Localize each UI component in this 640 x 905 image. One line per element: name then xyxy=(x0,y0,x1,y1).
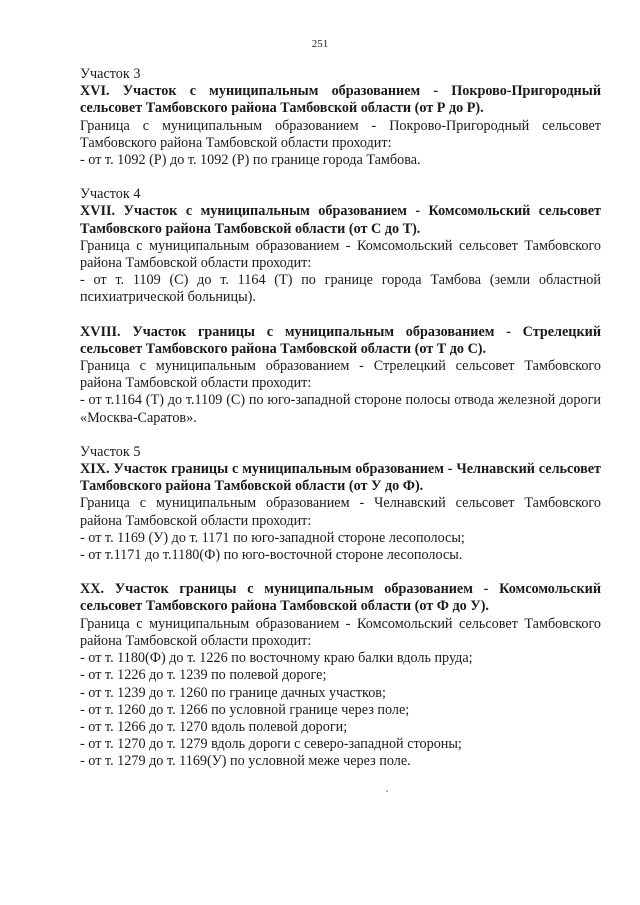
section-xviii xyxy=(80,324,601,427)
boundary-item: - от т. 1279 до т. 1169(У) по условной меже через поле. xyxy=(80,753,601,770)
section-title: XVI. Участок с муниципальным образованием - Покрово-Пригородный сельсовет Тамбовского района Тамбовской области (от Р до Р). xyxy=(80,83,601,117)
boundary-item: - от т. 1239 до т. 1260 по границе дачных участков; xyxy=(80,685,601,702)
boundary-item: - от т. 1260 до т. 1266 по условной границе через поле; xyxy=(80,702,601,719)
section-uchastok-3 xyxy=(80,66,601,169)
section-title: XX. Участок границы с муниципальным образованием - Комсомольский сельсовет Тамбовского района Тамбовской области (от Ф до У). xyxy=(80,581,601,615)
boundary-list xyxy=(80,152,601,169)
boundary-list xyxy=(80,530,601,564)
section-uchastok-4 xyxy=(80,186,601,306)
section-xx xyxy=(80,581,601,770)
boundary-item: - от т. 1109 (С) до т. 1164 (Т) по границе города Тамбова (земли областной психиатрической больницы). xyxy=(80,272,601,306)
page-number: 251 xyxy=(311,38,329,50)
boundary-item: - от т. 1266 до т. 1270 вдоль полевой дороги; xyxy=(80,719,601,736)
section-description: Граница с муниципальным образованием - Стрелецкий сельсовет Тамбовского района Тамбовской области проходит: xyxy=(80,358,601,392)
boundary-item: - от т.1164 (Т) до т.1109 (С) по юго-западной стороне полосы отвода железной дороги «Москва-Саратов». xyxy=(80,392,601,426)
section-description: Граница с муниципальным образованием - Комсомольский сельсовет Тамбовского района Тамбовской области проходит: xyxy=(80,615,601,649)
boundary-item: - от т. 1226 до т. 1239 по полевой дороге; xyxy=(80,667,601,684)
section-title: XVII. Участок с муниципальным образованием - Комсомольский сельсовет Тамбовского района Тамбовской области (от С до Т). xyxy=(80,203,601,237)
section-uchastok-5 xyxy=(80,444,601,564)
boundary-item: - от т. 1270 до т. 1279 вдоль дороги с северо-западной стороны; xyxy=(80,736,601,753)
boundary-item: - от т. 1169 (У) до т. 1171 по юго-западной стороне лесополосы; xyxy=(80,530,601,547)
scan-speck xyxy=(386,790,388,792)
section-label: Участок 4 xyxy=(80,186,141,203)
section-label: Участок 3 xyxy=(80,66,141,82)
section-title: XIX. Участок границы с муниципальным образованием - Челнавский сельсовет Тамбовского района Тамбовской области (от У до Ф). xyxy=(80,461,601,495)
document-body xyxy=(80,66,601,771)
boundary-list xyxy=(80,272,601,306)
boundary-item: - от т. 1092 (Р) до т. 1092 (Р) по границе города Тамбова. xyxy=(80,152,601,169)
boundary-list xyxy=(80,650,601,770)
boundary-list xyxy=(80,392,601,426)
section-label: Участок 5 xyxy=(80,443,141,460)
boundary-item: - от т.1171 до т.1180(Ф) по юго-восточной стороне лесополосы. xyxy=(80,547,601,564)
section-description: Граница с муниципальным образованием - Покрово-Пригородный сельсовет Тамбовского района Тамбовской области проходит: xyxy=(80,117,601,151)
section-description: Граница с муниципальным образованием - Челнавский сельсовет Тамбовского района Тамбовской области проходит: xyxy=(80,495,601,529)
section-description: Граница с муниципальным образованием - Комсомольский сельсовет Тамбовского района Тамбовской области проходит: xyxy=(80,237,601,272)
boundary-item: - от т. 1180(Ф) до т. 1226 по восточному краю балки вдоль пруда; xyxy=(80,650,601,667)
section-title: XVIII. Участок границы с муниципальным образованием - Стрелецкий сельсовет Тамбовского района Тамбовской области (от Т до С). xyxy=(80,323,601,357)
